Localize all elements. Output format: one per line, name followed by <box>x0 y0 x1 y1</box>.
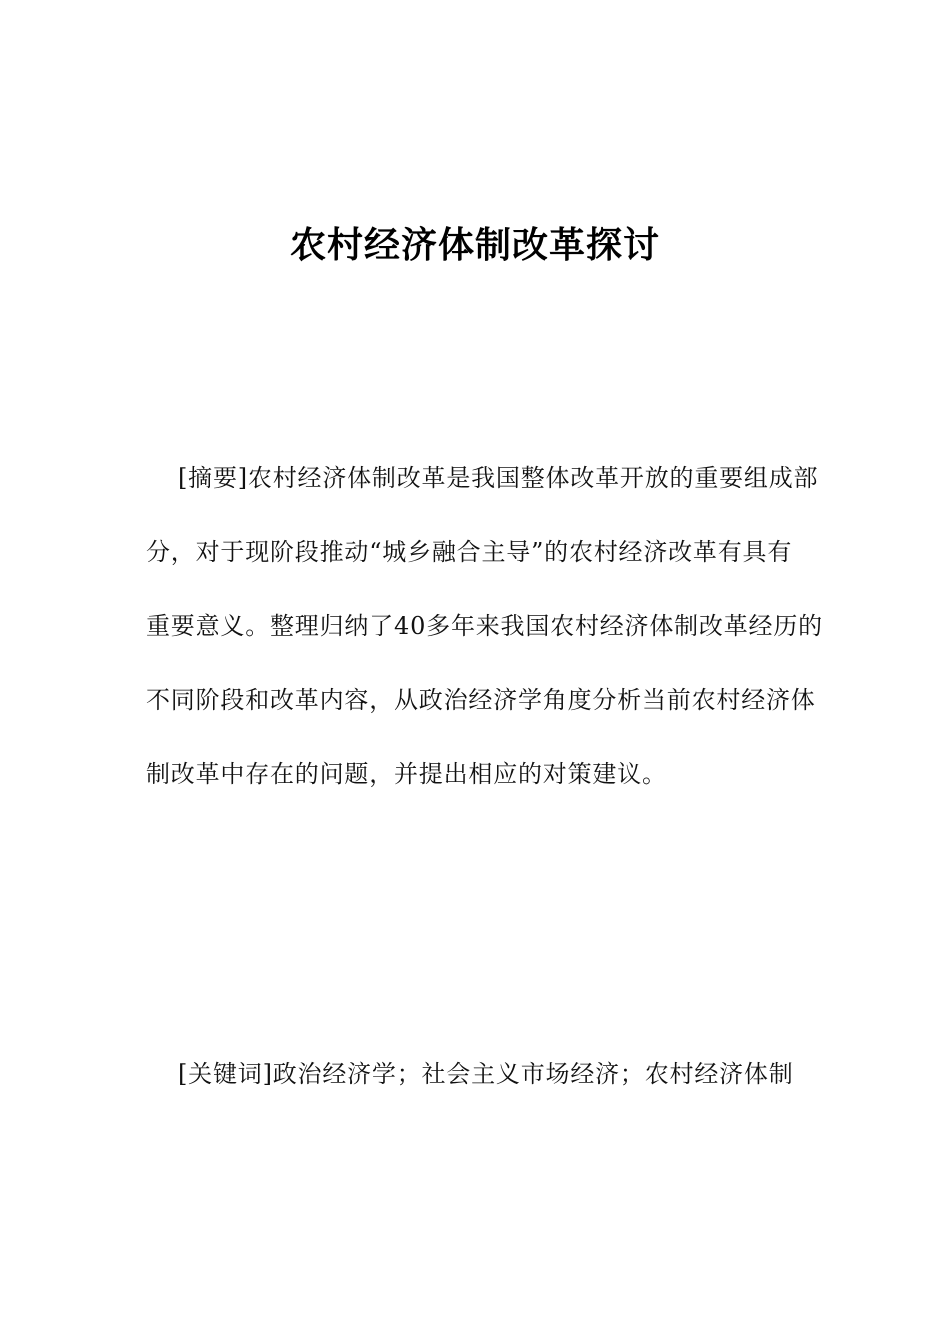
abstract-line: 重要意义。整理归纳了40多年来我国农村经济体制改革经历的 <box>146 612 823 640</box>
abstract-line: [摘要]农村经济体制改革是我国整体改革开放的重要组成部 <box>178 464 819 492</box>
abstract-line: 制改革中存在的问题，并提出相应的对策建议。 <box>146 760 667 788</box>
document-title: 农村经济体制改革探讨 <box>289 225 660 266</box>
keywords-line: [关键词]政治经济学；社会主义市场经济；农村经济体制 <box>178 1060 794 1088</box>
abstract-line: 分，对于现阶段推动“城乡融合主导”的农村经济改革有具有 <box>146 538 793 566</box>
abstract-line: 不同阶段和改革内容，从政治经济学角度分析当前农村经济体 <box>146 686 816 714</box>
